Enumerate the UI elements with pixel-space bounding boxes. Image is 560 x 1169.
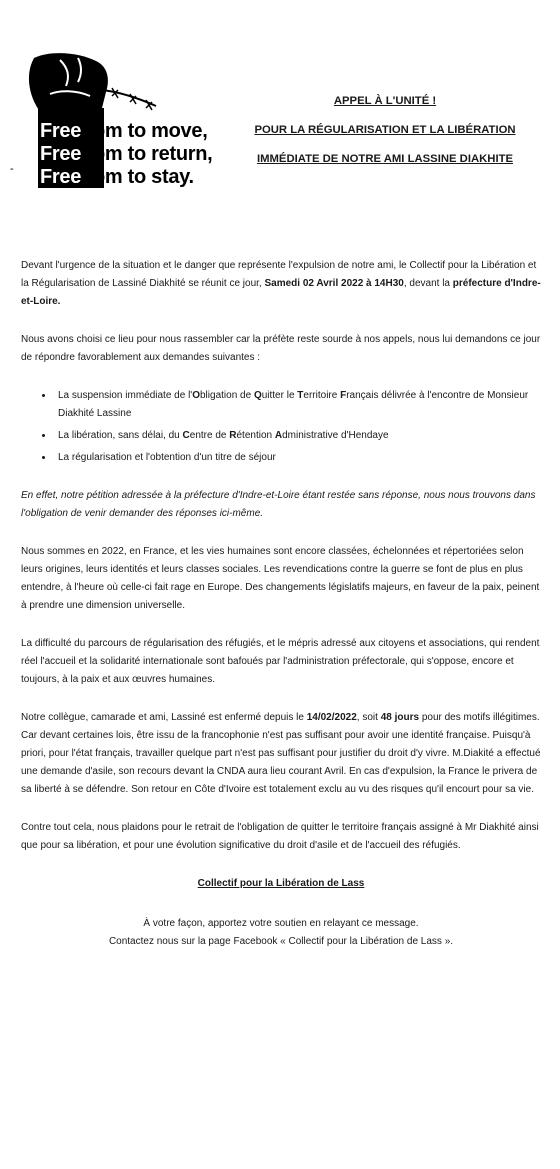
paragraph-intro: Devant l'urgence de la situation et le danger que représente l'expulsion de notre ami, le Collectif pour la Libération et la Régularisation de Lassiné Diakhité se réunit ce jour, Samedi 02 Avril 2022 à 14H30, devant la préfecture d'Indre-et-Loire. xyxy=(21,260,541,307)
letter-body xyxy=(21,257,541,951)
logo-dash: - xyxy=(10,163,14,175)
paragraph-petition: En effet, notre pétition adressée à la préfecture d'Indre-et-Loire étant restée sans réponse, nous nous trouvons dans l'obligation de venir demander des réponses ici-même. xyxy=(21,490,536,519)
title-block xyxy=(220,94,550,181)
slogan-line-2: Freedom to return, xyxy=(40,143,213,165)
title-release: IMMÉDIATE DE NOTRE AMI LASSINE DIAKHITE xyxy=(256,153,514,165)
freedom-fist-logo xyxy=(20,50,213,190)
slogan-line-3: Freedom to stay. xyxy=(40,166,194,188)
footer-line-2: Contactez nous sur la page Facebook « Collectif pour la Libération de Lass ». xyxy=(108,936,454,947)
footer-note xyxy=(21,915,541,951)
paragraph-context: Nous sommes en 2022, en France, et les vies humaines sont encore classées, échelonnées et répertoriées selon leurs origines, leurs identités et leurs classes sociales. Les revendications contre la guerre se font de plus en plus entendre, à l'heure où celle-ci fait rage en Europe. Des changements législatifs majeurs, en faveur de la paix, peinent à prendre une dimension universelle. xyxy=(21,546,540,611)
list-item: • La libération, sans délai, du Centre de Rétention Administrative d'Hendaye xyxy=(54,427,541,445)
title-call-unity: APPEL À L'UNITÉ ! xyxy=(333,95,437,107)
list-item: • La suspension immédiate de l'Obligation de Quitter le Territoire Français délivrée à l'encontre de Monsieur Diakhité Lassine xyxy=(54,387,541,423)
paragraph-difficulty: La difficulté du parcours de régularisation des réfugiés, et le mépris adressé aux citoyens et associations, qui rendent réel l'accueil et la solidarité internationale sont bafoués par l'administration préfectorale, qui s'oppose, encore et toujours, à la paix et aux œuvres humaines. xyxy=(21,638,540,685)
footer-line-1: À votre façon, apportez votre soutien en relayant ce message. xyxy=(143,918,419,929)
freedom-slogan xyxy=(40,120,212,189)
paragraph-plea: Contre tout cela, nous plaidons pour le retrait de l'obligation de quitter le territoire français assigné à Mr Diakhité ainsi que pour sa libération, et pour une évolution significative du droit d'asile et de l'accueil des réfugiés. xyxy=(21,822,539,851)
paragraph-detention: Notre collègue, camarade et ami, Lassiné est enfermé depuis le 14/02/2022, soit 48 jours pour des motifs illégitimes. Car devant certaines lois, être issu de la francophonie n'est pas suffisant pour avoir une identité française. Puisqu'à priori, pour l'état français, travailler quelque part n'est pas suffisant pour justifier du droit d'y vivre. M.Diakité a effectué une demande d'asile, son recours devant la CNDA aura lieu courant Avril. En cas d'expulsion, la France le privera de sa liberté à se défendre. Son retour en Côte d'Ivoire est totalement exclu au vu des risques qu'il encourt pour sa vie. xyxy=(21,712,541,795)
title-regularisation: POUR LA RÉGULARISATION ET LA LIBÉRATION xyxy=(254,124,516,136)
demands-list xyxy=(21,387,541,467)
paragraph-location: Nous avons choisi ce lieu pour nous rassembler car la préfète reste sourde à nos appels, nous lui demandons ce jour de répondre favorablement aux demandes suivantes : xyxy=(21,334,541,363)
signature: Collectif pour la Libération de Lass xyxy=(197,878,365,889)
list-item: • La régularisation et l'obtention d'un titre de séjour xyxy=(54,449,541,467)
slogan-line-1: Freedom to move, xyxy=(40,120,208,142)
